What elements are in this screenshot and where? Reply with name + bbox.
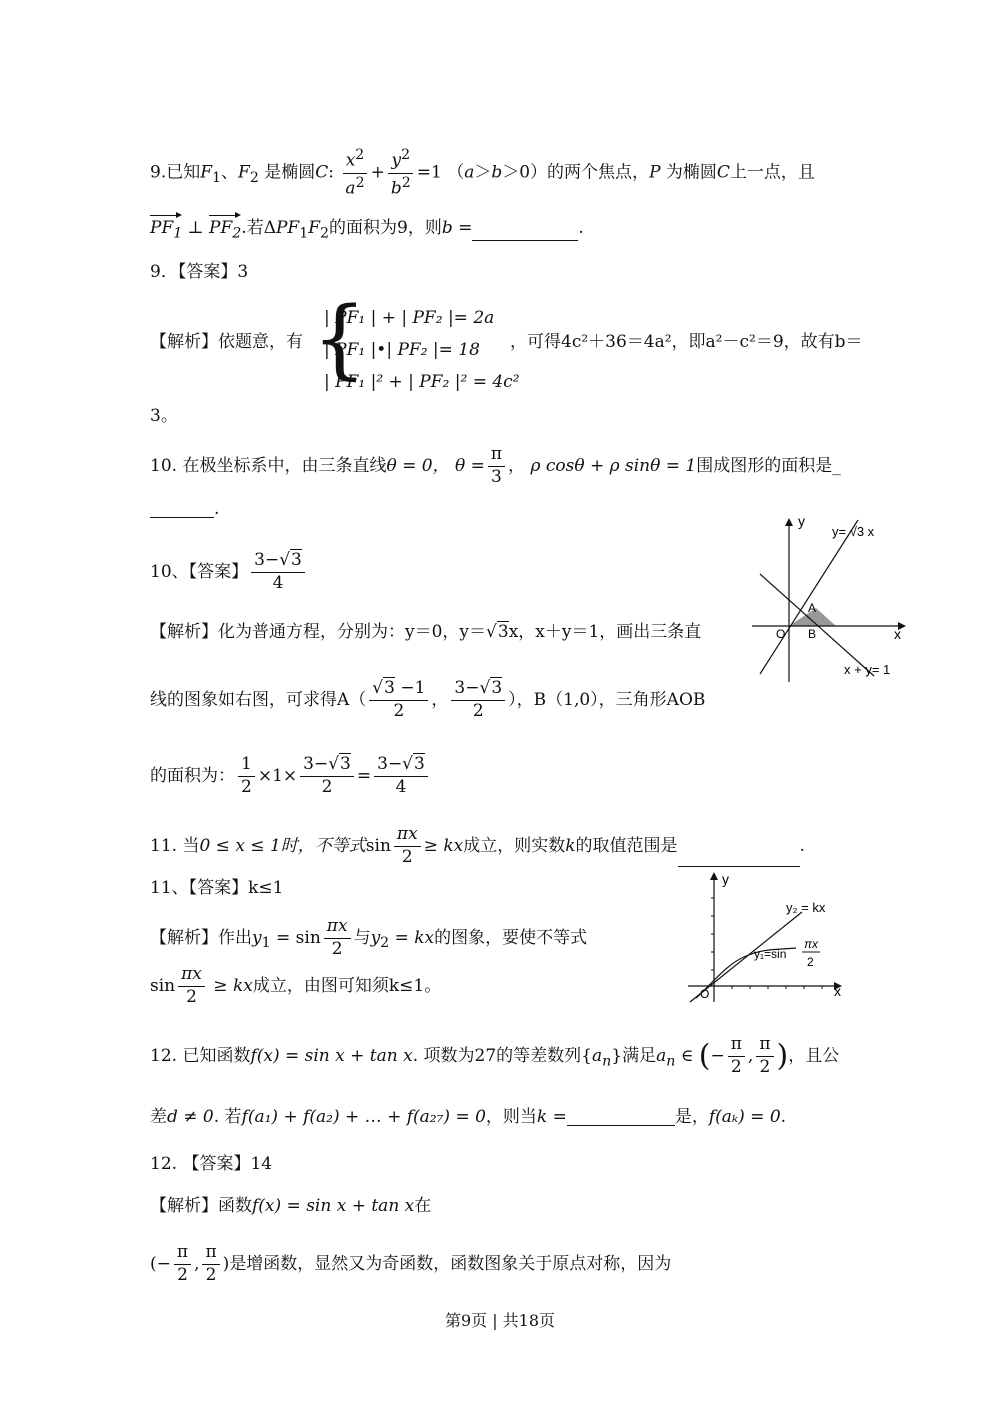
graph2-line1-label: y₂ = kx <box>786 900 826 915</box>
q9-analysis-a: 【解析】依题意，有 <box>150 332 303 352</box>
q9-text-f: 上一点，且 <box>729 162 815 183</box>
frac-point-a-x: $\frac{√3 -1}{2}$ <box>369 680 428 721</box>
q12-analysis-text-c: 在 <box>414 1196 432 1216</box>
answer-blank <box>472 223 578 241</box>
q11-text-a: 11. 当 <box>150 835 200 856</box>
graph2-x-label: x <box>834 983 841 999</box>
q10-answer <box>150 552 308 593</box>
graph1-y-label: y <box>798 514 805 529</box>
q11-line1: 11. 当0 ≤ x ≤ 1时，不等式sin $\frac{\pi x}{2}$ ≥ kx成立，则实数k的取值范围是 . <box>150 824 805 867</box>
q12-text-i: 是， <box>674 1107 709 1127</box>
frac-pi-2b: $\frac{\pi}{2}$ <box>202 1244 219 1285</box>
frac-point-a-y: $\frac{3-√3}{2}$ <box>451 680 505 721</box>
q10-text-a: 10. 在极坐标系中，由三条直线 <box>150 455 387 476</box>
q10-analysis-text-1: 【解析】化为普通方程，分别为：y＝0，y＝ <box>150 622 487 642</box>
q12-analysis-text-a: 【解析】函数 <box>150 1196 252 1216</box>
graph-three-lines <box>748 514 908 684</box>
frac-pi-3: $\frac{\pi}{3}$ <box>488 446 505 487</box>
q10-analysis-text-2a: 线的图象如右图，可求得A（ <box>150 689 367 710</box>
q12-fx: f(x) = sin x + tan x <box>250 1045 413 1066</box>
system-brace: { <box>312 289 367 389</box>
frac-pix-2: $\frac{\pi x}{2}$ <box>394 826 421 867</box>
q9-text-b: 是椭圆 <box>264 162 316 183</box>
q12-text-a: 12. 已知函数 <box>150 1045 251 1066</box>
system-eq-1: | PF₁ | + | PF₂ |= 2a <box>324 308 495 328</box>
answer-fraction: $\frac{3-√3}{4}$ <box>251 552 305 593</box>
q12-analysis-1 <box>150 1198 431 1215</box>
q10-answer-label: 10、【答案】 <box>150 561 249 582</box>
q12-fak-eq: f(aₖ) = 0 <box>708 1107 781 1127</box>
q12-text-g: . 若 <box>213 1107 242 1127</box>
graph2-frac-den: 2 <box>807 955 814 969</box>
q12-d-ne-0: d ≠ 0 <box>167 1107 214 1127</box>
q11-analysis-text-c: 的图象，要使不等式 <box>434 927 588 948</box>
q12-line2: 差d ≠ 0. 若f(a₁) + f(a₂) + … + f(a₂₇) = 0，则当k = 是，f(aₖ) = 0. <box>150 1107 787 1127</box>
q9-analysis-c: 3。 <box>150 406 178 426</box>
frac-base: $\frac{3-√3}{2}$ <box>300 756 354 797</box>
q11-text-b: 0 ≤ x ≤ 1时，不等式 <box>199 835 366 856</box>
q11-answer: 11、【答案】k≤1 <box>150 878 284 898</box>
q12-text-h: ，则当 <box>485 1107 537 1127</box>
graph2-line2-label: y₁=sin <box>754 947 787 961</box>
frac-pix-2b: $\frac{\pi x}{2}$ <box>324 918 351 959</box>
graph2-origin-label: O <box>700 987 710 1001</box>
q10-theta0: θ = 0， <box>386 455 450 476</box>
q9-answer: 9．【答案】3 <box>150 262 249 282</box>
frac-half: $\frac{1}{2}$ <box>238 756 255 797</box>
q9-text-c: （ <box>447 162 465 183</box>
q10-analysis-text-3: 的面积为： <box>150 765 235 786</box>
graph1-line1-label: y= √3 x <box>832 524 875 539</box>
system-eq-3: | PF₁ |² + | PF₂ |² = 4c² <box>324 372 520 392</box>
q11-text-d: 成立，则实数 <box>463 835 566 856</box>
q10-comma: ， <box>508 455 526 476</box>
q10-analysis-text-2c: ），B（1,0），三角形AOB <box>508 689 706 710</box>
q9-text-a: 9.已知 <box>150 162 201 183</box>
frac-pix-2c: $\frac{\pi x}{2}$ <box>178 966 205 1007</box>
equation-system <box>324 302 520 398</box>
q11-analysis-text-d: 成立，由图可知须k≤1。 <box>252 975 442 996</box>
q11-analysis-1: 【解析】作出$y_1 = \sin$ $\frac{\pi x}{2}$ 与$y_2$ = kx的图象，要使不等式 <box>150 916 588 959</box>
q10-analysis-comma: ， <box>431 689 449 710</box>
q12-text-d: 满足 <box>622 1045 657 1066</box>
frac-neg-pi-2: $\frac{\pi}{2}$ <box>728 1036 745 1077</box>
q10-analysis-1: 【解析】化为普通方程，分别为：y＝0，y＝√3x，x＋y＝1，画出三条直 <box>150 622 702 642</box>
graph1-line2-label: x + y= 1 <box>844 662 891 677</box>
q10-analysis-2 <box>150 680 705 721</box>
y-axis-arrow-2 <box>710 872 718 880</box>
q11-analysis-2: sin $\frac{\pi x}{2}$ ≥ kx成立，由图可知须k≤1。 <box>150 964 442 1007</box>
q11-analysis-text-b: 与 <box>353 927 371 948</box>
vector-pf1: $PF_1$ <box>150 218 183 242</box>
q9-text-g: .若 <box>241 218 264 238</box>
system-eq-2: | PF₁ |•| PF₂ |= 18 <box>324 340 480 360</box>
frac-y2-b2: $\frac{y^2}{b^2}$ <box>388 148 414 198</box>
frac-area: $\frac{3-√3}{4}$ <box>374 756 428 797</box>
y-axis-arrow <box>785 518 793 526</box>
q10-polar-line: ρ cosθ + ρ sinθ = 1 <box>530 455 697 476</box>
q12-analysis-text-d: 是增函数，显然又为奇函数，函数图象关于原点对称，因为 <box>229 1253 672 1274</box>
q9-line2: $PF_1$ ⊥ $PF_2$.若$\Delta PF_1F_2$的面积为9，则b = . <box>150 218 584 242</box>
q11-analysis-text-a: 【解析】作出 <box>150 927 252 948</box>
q9-text-e: 为椭圆 <box>665 162 717 183</box>
q12-answer: 12. 【答案】14 <box>150 1154 273 1174</box>
q9-text-h: 的面积为9，则 <box>329 218 442 238</box>
page-footer: 第9页 | 共18页 <box>444 1311 556 1330</box>
q9-text-d: ）的两个焦点， <box>530 162 650 183</box>
frac-x2-a2: $\frac{x^2}{a^2}$ <box>342 148 367 198</box>
q12-analysis-2: (− $\frac{\pi}{2}$ , $\frac{\pi}{2}$ )是增函数，显然又为奇函数，函数图象关于原点对称，因为 <box>150 1242 672 1285</box>
q12-text-c: . 项数为27的等差数列 <box>412 1045 582 1066</box>
q10-analysis-3: 的面积为： $\frac{1}{2}$ ×1× $\frac{3-√3}{2}$ = $\frac{3-√3}{4}$ <box>150 756 431 797</box>
frac-pi-2: $\frac{\pi}{2}$ <box>756 1036 773 1077</box>
graph1-x-label: x <box>894 626 901 642</box>
q11-text-e: 的取值范围是 <box>575 835 678 856</box>
graph-sine-vs-line <box>686 868 846 1008</box>
q10-theta: θ = <box>454 455 485 476</box>
line-y-sqrt3x <box>760 520 858 674</box>
q10-text-f: 围成图形的面积是_ <box>696 455 841 476</box>
q12-text-f: 差 <box>150 1107 167 1127</box>
answer-blank-3 <box>678 849 800 867</box>
q12-k-eq: k = <box>536 1107 567 1127</box>
point-b-label: B <box>808 627 817 641</box>
graph2-frac-num: πx <box>804 937 819 951</box>
frac-neg-pi-2b: $\frac{\pi}{2}$ <box>174 1244 191 1285</box>
graph2-y-label: y <box>722 871 729 887</box>
q10-analysis-text-1b: x，x＋y＝1，画出三条直 <box>508 622 702 642</box>
line-x-plus-y-1 <box>760 574 874 676</box>
answer-blank-2 <box>150 500 214 518</box>
point-a-label: A <box>808 601 817 615</box>
q11-text-c: ≥ kx <box>423 835 464 856</box>
q9-line1: 9.已知$F_1$、$F_2$ 是椭圆C: $\frac{x^2}{a^2}$ + $\frac{y^2}{b^2}$ =1 （a＞b＞0）的两个焦点，P 为椭圆C上一点，且 <box>150 147 815 199</box>
q10-line1 <box>150 446 841 487</box>
vector-pf2: $PF_2$ <box>209 218 242 242</box>
answer-blank-4 <box>567 1108 675 1126</box>
q12-line1: 12. 已知函数f(x) = sin x + tan x. 项数为27的等差数列$\{a_n\}$满足$a_n$ ∈ (− $\frac{\pi}{2}$ , $\frac{\pi}{2}$ )，且公 <box>150 1034 840 1077</box>
q12-sum-eq: f(a₁) + f(a₂) + … + f(a₂₇) = 0 <box>241 1107 486 1127</box>
origin-label: O <box>776 627 786 641</box>
q9-analysis-b: ，可得4c²＋36＝4a²，即a²－c²＝9，故有b＝ <box>510 332 863 352</box>
q12-analysis-fx: f(x) = sin x + tan x <box>252 1196 415 1216</box>
q12-text-e: ，且公 <box>788 1045 840 1066</box>
q10-blank: . <box>150 500 219 518</box>
